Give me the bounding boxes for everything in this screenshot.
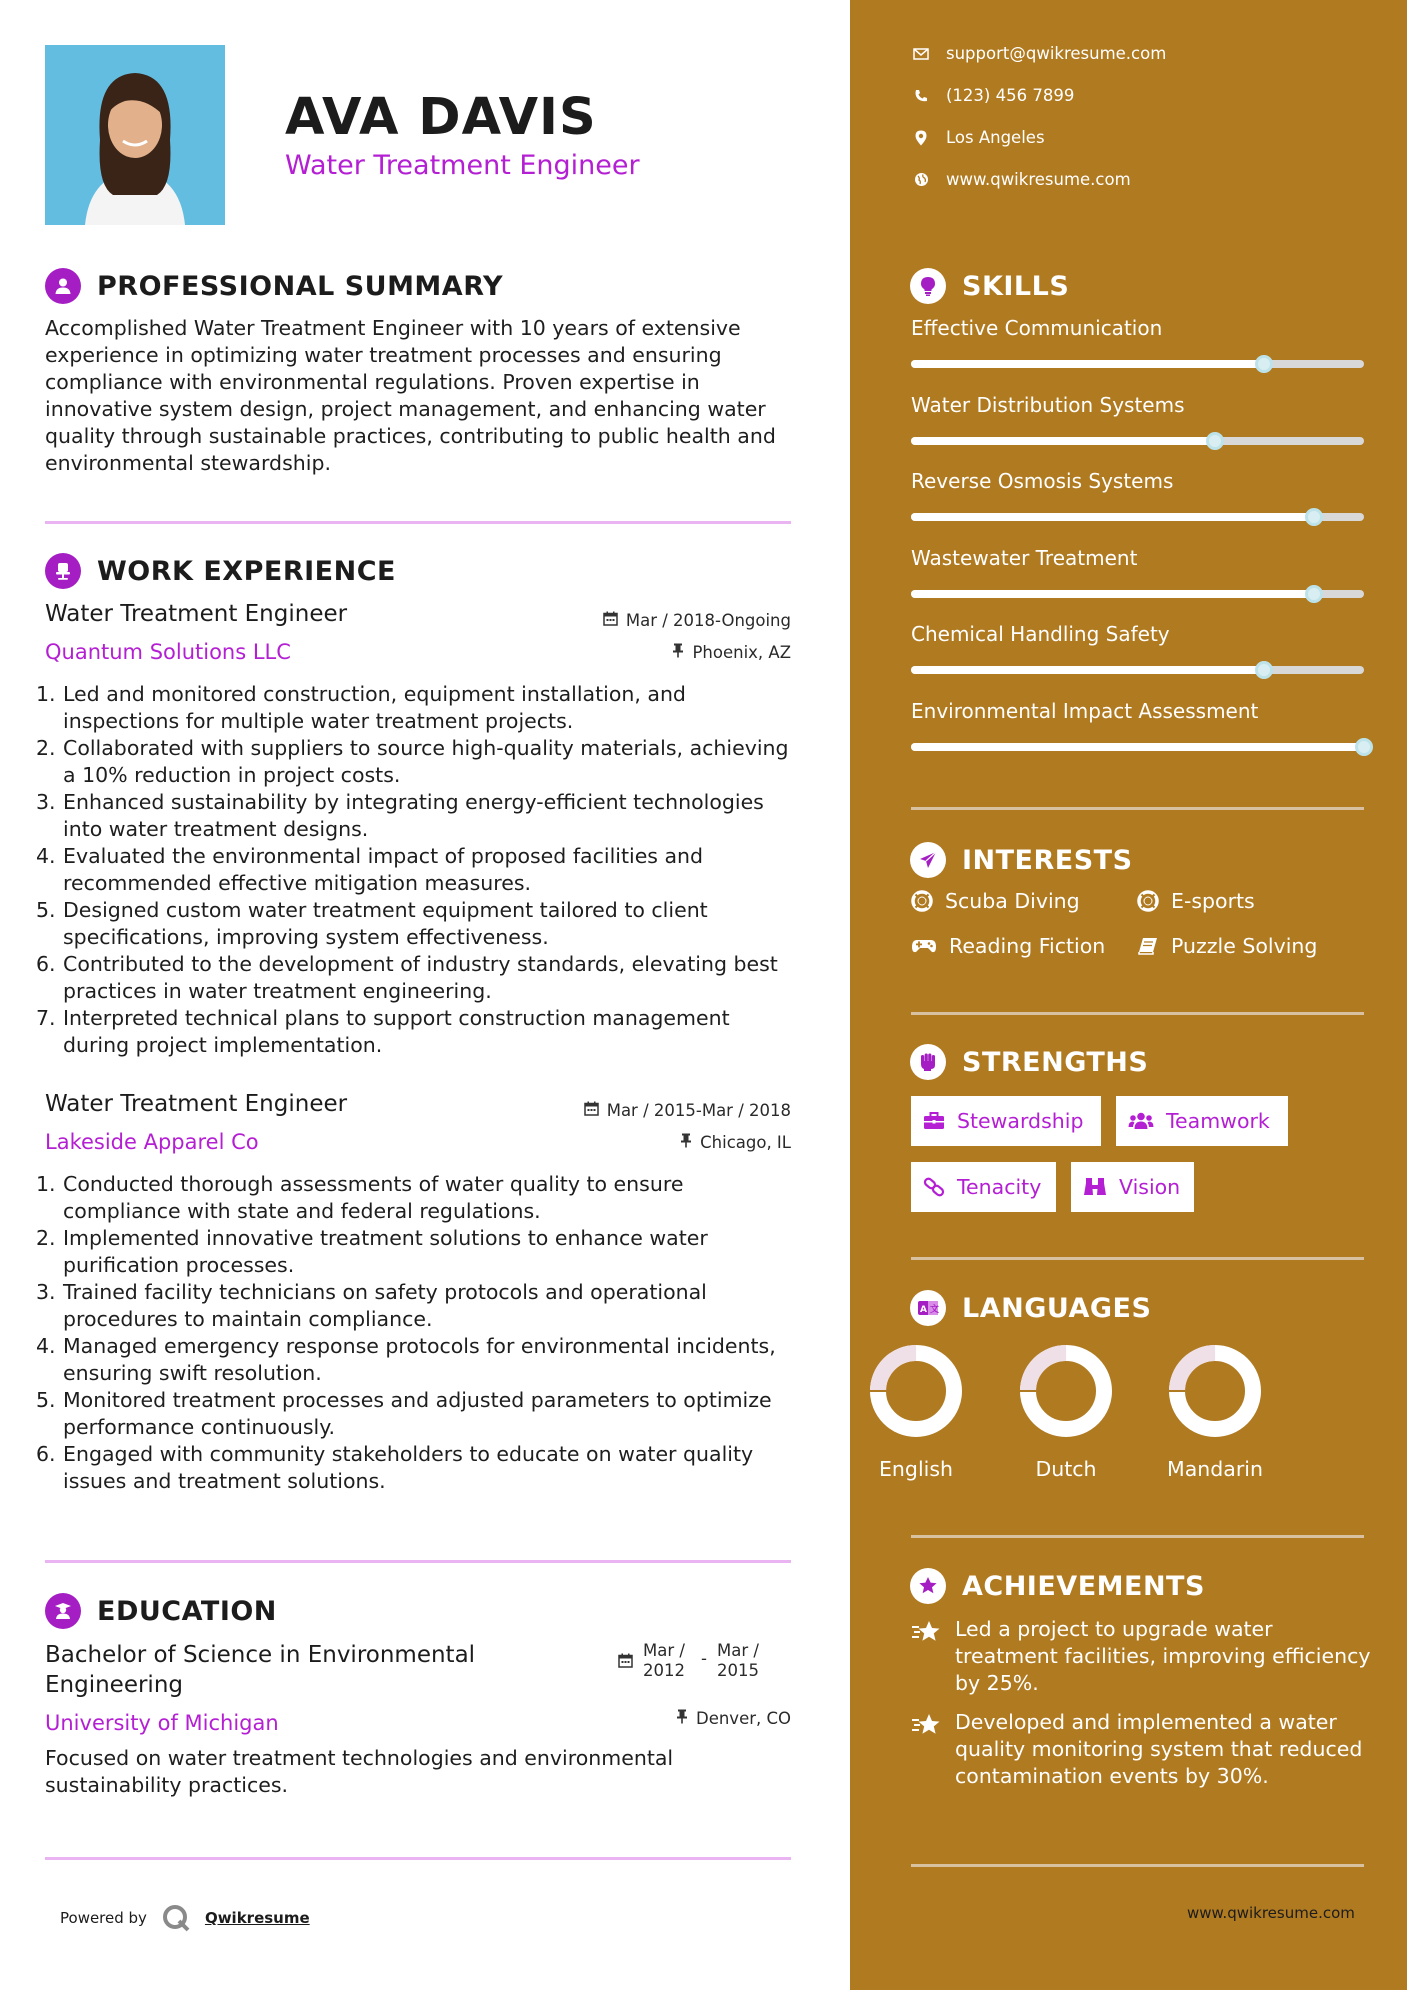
skill-bar-fill bbox=[911, 437, 1215, 445]
skill-level-marker bbox=[1305, 585, 1323, 603]
skill-bar bbox=[911, 360, 1364, 368]
education-date-dash: - bbox=[701, 1649, 707, 1668]
pin-icon bbox=[672, 643, 684, 662]
job-2-dates bbox=[584, 1101, 791, 1120]
gamepad-icon bbox=[911, 935, 937, 957]
calendar-icon bbox=[603, 611, 618, 630]
education-title: EDUCATION bbox=[97, 1595, 277, 1627]
interest-puzzle-solving bbox=[1137, 934, 1317, 958]
strength-badge bbox=[1116, 1096, 1288, 1146]
education-location-text: Denver, CO bbox=[695, 1709, 791, 1728]
list-item: Enhanced sustainability by integrating energy-efficient technologies into water treatment designs. bbox=[63, 790, 764, 841]
svg-text:文: 文 bbox=[930, 1305, 939, 1315]
skill-level-marker bbox=[1355, 738, 1373, 756]
skill-bar bbox=[911, 437, 1364, 445]
lifebuoy-icon bbox=[1137, 890, 1159, 912]
skill-level-marker bbox=[1255, 661, 1273, 679]
user-circle-icon bbox=[45, 268, 81, 304]
job-2-company: Lakeside Apparel Co bbox=[45, 1130, 259, 1154]
skill-name: Effective Communication bbox=[911, 316, 1163, 340]
list-item: Interpreted technical plans to support construction management during project implementation. bbox=[63, 1006, 730, 1057]
language-item bbox=[1155, 1343, 1275, 1481]
lightbulb-icon bbox=[910, 268, 946, 304]
list-item: Collaborated with suppliers to source high-quality materials, achieving a 10% reduction in project costs. bbox=[63, 736, 789, 787]
office-chair-icon bbox=[45, 553, 81, 589]
contact-location bbox=[912, 128, 1045, 147]
skill-name: Water Distribution Systems bbox=[911, 392, 1185, 417]
contact-location-text: Los Angeles bbox=[946, 128, 1045, 147]
education-location bbox=[676, 1709, 791, 1728]
book-icon bbox=[1137, 935, 1159, 957]
skill-bar bbox=[911, 590, 1364, 598]
skill-level-marker bbox=[1255, 355, 1273, 373]
list-item: Contributed to the development of industry standards, elevating best practices in water treatment engineering. bbox=[63, 952, 778, 1003]
interest-label: Reading Fiction bbox=[949, 934, 1106, 958]
strengths-heading bbox=[910, 1044, 1148, 1080]
candidate-job-title: Water Treatment Engineer bbox=[285, 150, 640, 181]
skill-bar-fill bbox=[911, 513, 1314, 521]
summary-text: Accomplished Water Treatment Engineer with 10 years of extensive experience in optimizing water treatment processes and ensuring compliance with environmental regulations. Proven expertise in innovative system design, project management, and enhancing water quality through sustainable practices, contributing to public health and environmental stewardship. bbox=[45, 316, 776, 475]
pin-icon bbox=[676, 1709, 688, 1728]
envelope-icon bbox=[912, 48, 930, 60]
skill-bar bbox=[911, 513, 1364, 521]
map-marker-icon bbox=[912, 130, 930, 146]
skill-bar-fill bbox=[911, 743, 1364, 751]
section-divider bbox=[911, 1535, 1364, 1538]
interest-e-sports bbox=[1137, 889, 1255, 913]
briefcase-icon bbox=[923, 1112, 945, 1130]
job-2-date-range: Mar / 2015-Mar / 2018 bbox=[606, 1101, 791, 1120]
candidate-name: AVA DAVIS bbox=[285, 88, 597, 147]
translate-icon bbox=[910, 1290, 946, 1326]
contact-email-text: support@qwikresume.com bbox=[946, 44, 1167, 63]
interests-heading bbox=[910, 842, 1133, 878]
powered-by-label: Powered by bbox=[60, 1909, 147, 1927]
skills-title: SKILLS bbox=[962, 270, 1070, 302]
calendar-icon bbox=[584, 1101, 599, 1120]
list-item: Trained facility technicians on safety protocols and operational procedures to maintain compliance. bbox=[63, 1280, 707, 1331]
achievement-text: Led a project to upgrade water treatment facilities, improving efficiency by 25%. bbox=[955, 1617, 1371, 1695]
phone-icon bbox=[912, 89, 930, 103]
footer-website[interactable]: www.qwikresume.com bbox=[1187, 1904, 1355, 1922]
strength-badge bbox=[911, 1096, 1101, 1146]
binoculars-icon bbox=[1083, 1177, 1107, 1197]
education-end: Mar / 2015 bbox=[716, 1641, 759, 1680]
job-1-company: Quantum Solutions LLC bbox=[45, 640, 291, 664]
achievement-item bbox=[911, 1709, 1371, 1790]
contact-website[interactable] bbox=[912, 170, 1131, 189]
job-1-date-range: Mar / 2018-Ongoing bbox=[625, 611, 791, 630]
list-item: Implemented innovative treatment solutions to enhance water purification processes. bbox=[63, 1226, 708, 1277]
languages-title: LANGUAGES bbox=[962, 1292, 1152, 1324]
strength-label: Vision bbox=[1119, 1175, 1181, 1199]
language-level-ring bbox=[868, 1343, 964, 1439]
section-divider bbox=[911, 1864, 1364, 1867]
section-divider bbox=[911, 1012, 1364, 1015]
achievement-text: Developed and implemented a water quality monitoring system that reduced contamination events by 30%. bbox=[955, 1710, 1363, 1788]
job-2-title: Water Treatment Engineer bbox=[45, 1091, 348, 1117]
achievements-heading bbox=[910, 1568, 1205, 1604]
contact-email[interactable] bbox=[912, 44, 1166, 63]
section-divider bbox=[45, 521, 791, 524]
contact-website-text: www.qwikresume.com bbox=[946, 170, 1131, 189]
education-description: Focused on water treatment technologies and environmental sustainability practices. bbox=[45, 1746, 674, 1797]
language-item bbox=[856, 1343, 976, 1481]
paper-plane-icon bbox=[910, 842, 946, 878]
skill-name: Chemical Handling Safety bbox=[911, 622, 1170, 646]
strength-label: Stewardship bbox=[957, 1109, 1084, 1133]
education-dates bbox=[618, 1641, 765, 1681]
skill-name: Reverse Osmosis Systems bbox=[911, 469, 1174, 493]
sidebar bbox=[850, 0, 1407, 1990]
section-divider bbox=[45, 1560, 791, 1563]
languages-heading bbox=[910, 1290, 1151, 1326]
strength-label: Teamwork bbox=[1166, 1109, 1270, 1133]
language-item bbox=[1006, 1343, 1126, 1481]
job-1-title: Water Treatment Engineer bbox=[45, 601, 348, 627]
profile-photo bbox=[45, 45, 225, 225]
interest-label: E-sports bbox=[1171, 889, 1255, 913]
language-level-ring bbox=[1018, 1343, 1114, 1439]
job-2-location bbox=[680, 1133, 791, 1152]
footer-powered-by bbox=[60, 1903, 310, 1933]
interests-title: INTERESTS bbox=[962, 844, 1133, 876]
skill-bar-fill bbox=[911, 360, 1264, 368]
section-divider bbox=[911, 1257, 1364, 1260]
job-1-dates bbox=[603, 611, 791, 630]
globe-icon bbox=[912, 172, 930, 187]
star-icon bbox=[911, 1616, 945, 1697]
skill-level-marker bbox=[1305, 508, 1323, 526]
list-item: Engaged with community stakeholders to educate on water quality issues and treatment solutions. bbox=[63, 1442, 754, 1493]
section-divider bbox=[911, 807, 1364, 810]
strengths-title: STRENGTHS bbox=[962, 1046, 1149, 1078]
qwikresume-link[interactable]: Qwikresume bbox=[204, 1909, 310, 1927]
skill-name: Wastewater Treatment bbox=[911, 545, 1138, 570]
job-1-location bbox=[672, 643, 791, 662]
education-start: Mar / 2012 bbox=[643, 1641, 685, 1680]
pin-icon bbox=[680, 1133, 692, 1152]
list-item: Monitored treatment processes and adjusted parameters to optimize performance continuously. bbox=[63, 1388, 772, 1439]
strength-label: Tenacity bbox=[957, 1175, 1042, 1199]
work-title: WORK EXPERIENCE bbox=[97, 555, 396, 587]
job-2-duties bbox=[36, 1171, 796, 1495]
job-1-duties bbox=[36, 681, 796, 1059]
skills-heading bbox=[910, 268, 1069, 304]
contact-phone[interactable] bbox=[912, 86, 1074, 105]
graduate-icon bbox=[45, 1593, 81, 1629]
section-divider bbox=[45, 1857, 791, 1860]
strength-badge bbox=[1071, 1162, 1194, 1212]
strength-badge bbox=[911, 1162, 1056, 1212]
contact-phone-text: (123) 456 7899 bbox=[946, 86, 1075, 105]
link-icon bbox=[923, 1176, 945, 1198]
calendar-icon bbox=[618, 1641, 633, 1681]
language-level-ring bbox=[1167, 1343, 1263, 1439]
language-name: Dutch bbox=[1035, 1457, 1097, 1481]
list-item: Evaluated the environmental impact of proposed facilities and recommended effective mitigation measures. bbox=[63, 844, 704, 895]
achievements-title: ACHIEVEMENTS bbox=[962, 1570, 1205, 1602]
work-heading bbox=[45, 553, 396, 589]
language-name: Mandarin bbox=[1167, 1457, 1263, 1481]
list-item: Conducted thorough assessments of water quality to ensure compliance with state and federal regulations. bbox=[63, 1172, 684, 1223]
users-icon bbox=[1128, 1112, 1154, 1130]
skill-bar bbox=[911, 666, 1364, 674]
list-item: Managed emergency response protocols for environmental incidents, ensuring swift resolution. bbox=[63, 1334, 776, 1385]
summary-heading bbox=[45, 268, 503, 304]
skill-name: Environmental Impact Assessment bbox=[911, 698, 1259, 723]
education-school: University of Michigan bbox=[45, 1711, 279, 1735]
interest-label: Scuba Diving bbox=[945, 889, 1080, 913]
education-heading bbox=[45, 1593, 277, 1629]
achievement-item bbox=[911, 1616, 1371, 1697]
language-name: English bbox=[878, 1457, 954, 1481]
interest-reading-fiction bbox=[911, 934, 1105, 958]
star-badge-icon bbox=[910, 1568, 946, 1604]
summary-title: PROFESSIONAL SUMMARY bbox=[97, 270, 504, 302]
skill-bar-fill bbox=[911, 666, 1264, 674]
job-2-location-text: Chicago, IL bbox=[700, 1133, 791, 1152]
skill-bar bbox=[911, 743, 1364, 751]
lifebuoy-icon bbox=[911, 890, 933, 912]
interest-label: Puzzle Solving bbox=[1171, 934, 1318, 958]
star-icon bbox=[911, 1709, 945, 1790]
education-degree: Bachelor of Science in Environmental Engineering bbox=[45, 1642, 476, 1698]
job-1-location-text: Phoenix, AZ bbox=[692, 643, 791, 662]
list-item: Led and monitored construction, equipment installation, and inspections for multiple water treatment projects. bbox=[63, 682, 686, 733]
list-item: Designed custom water treatment equipment tailored to client specifications, improving system effectiveness. bbox=[63, 898, 708, 949]
qwikresume-logo-icon bbox=[161, 1903, 191, 1933]
skill-level-marker bbox=[1206, 432, 1224, 450]
skill-bar-fill bbox=[911, 590, 1314, 598]
fist-icon bbox=[910, 1044, 946, 1080]
interest-scuba-diving bbox=[911, 889, 1080, 913]
svg-text:A: A bbox=[920, 1305, 927, 1315]
